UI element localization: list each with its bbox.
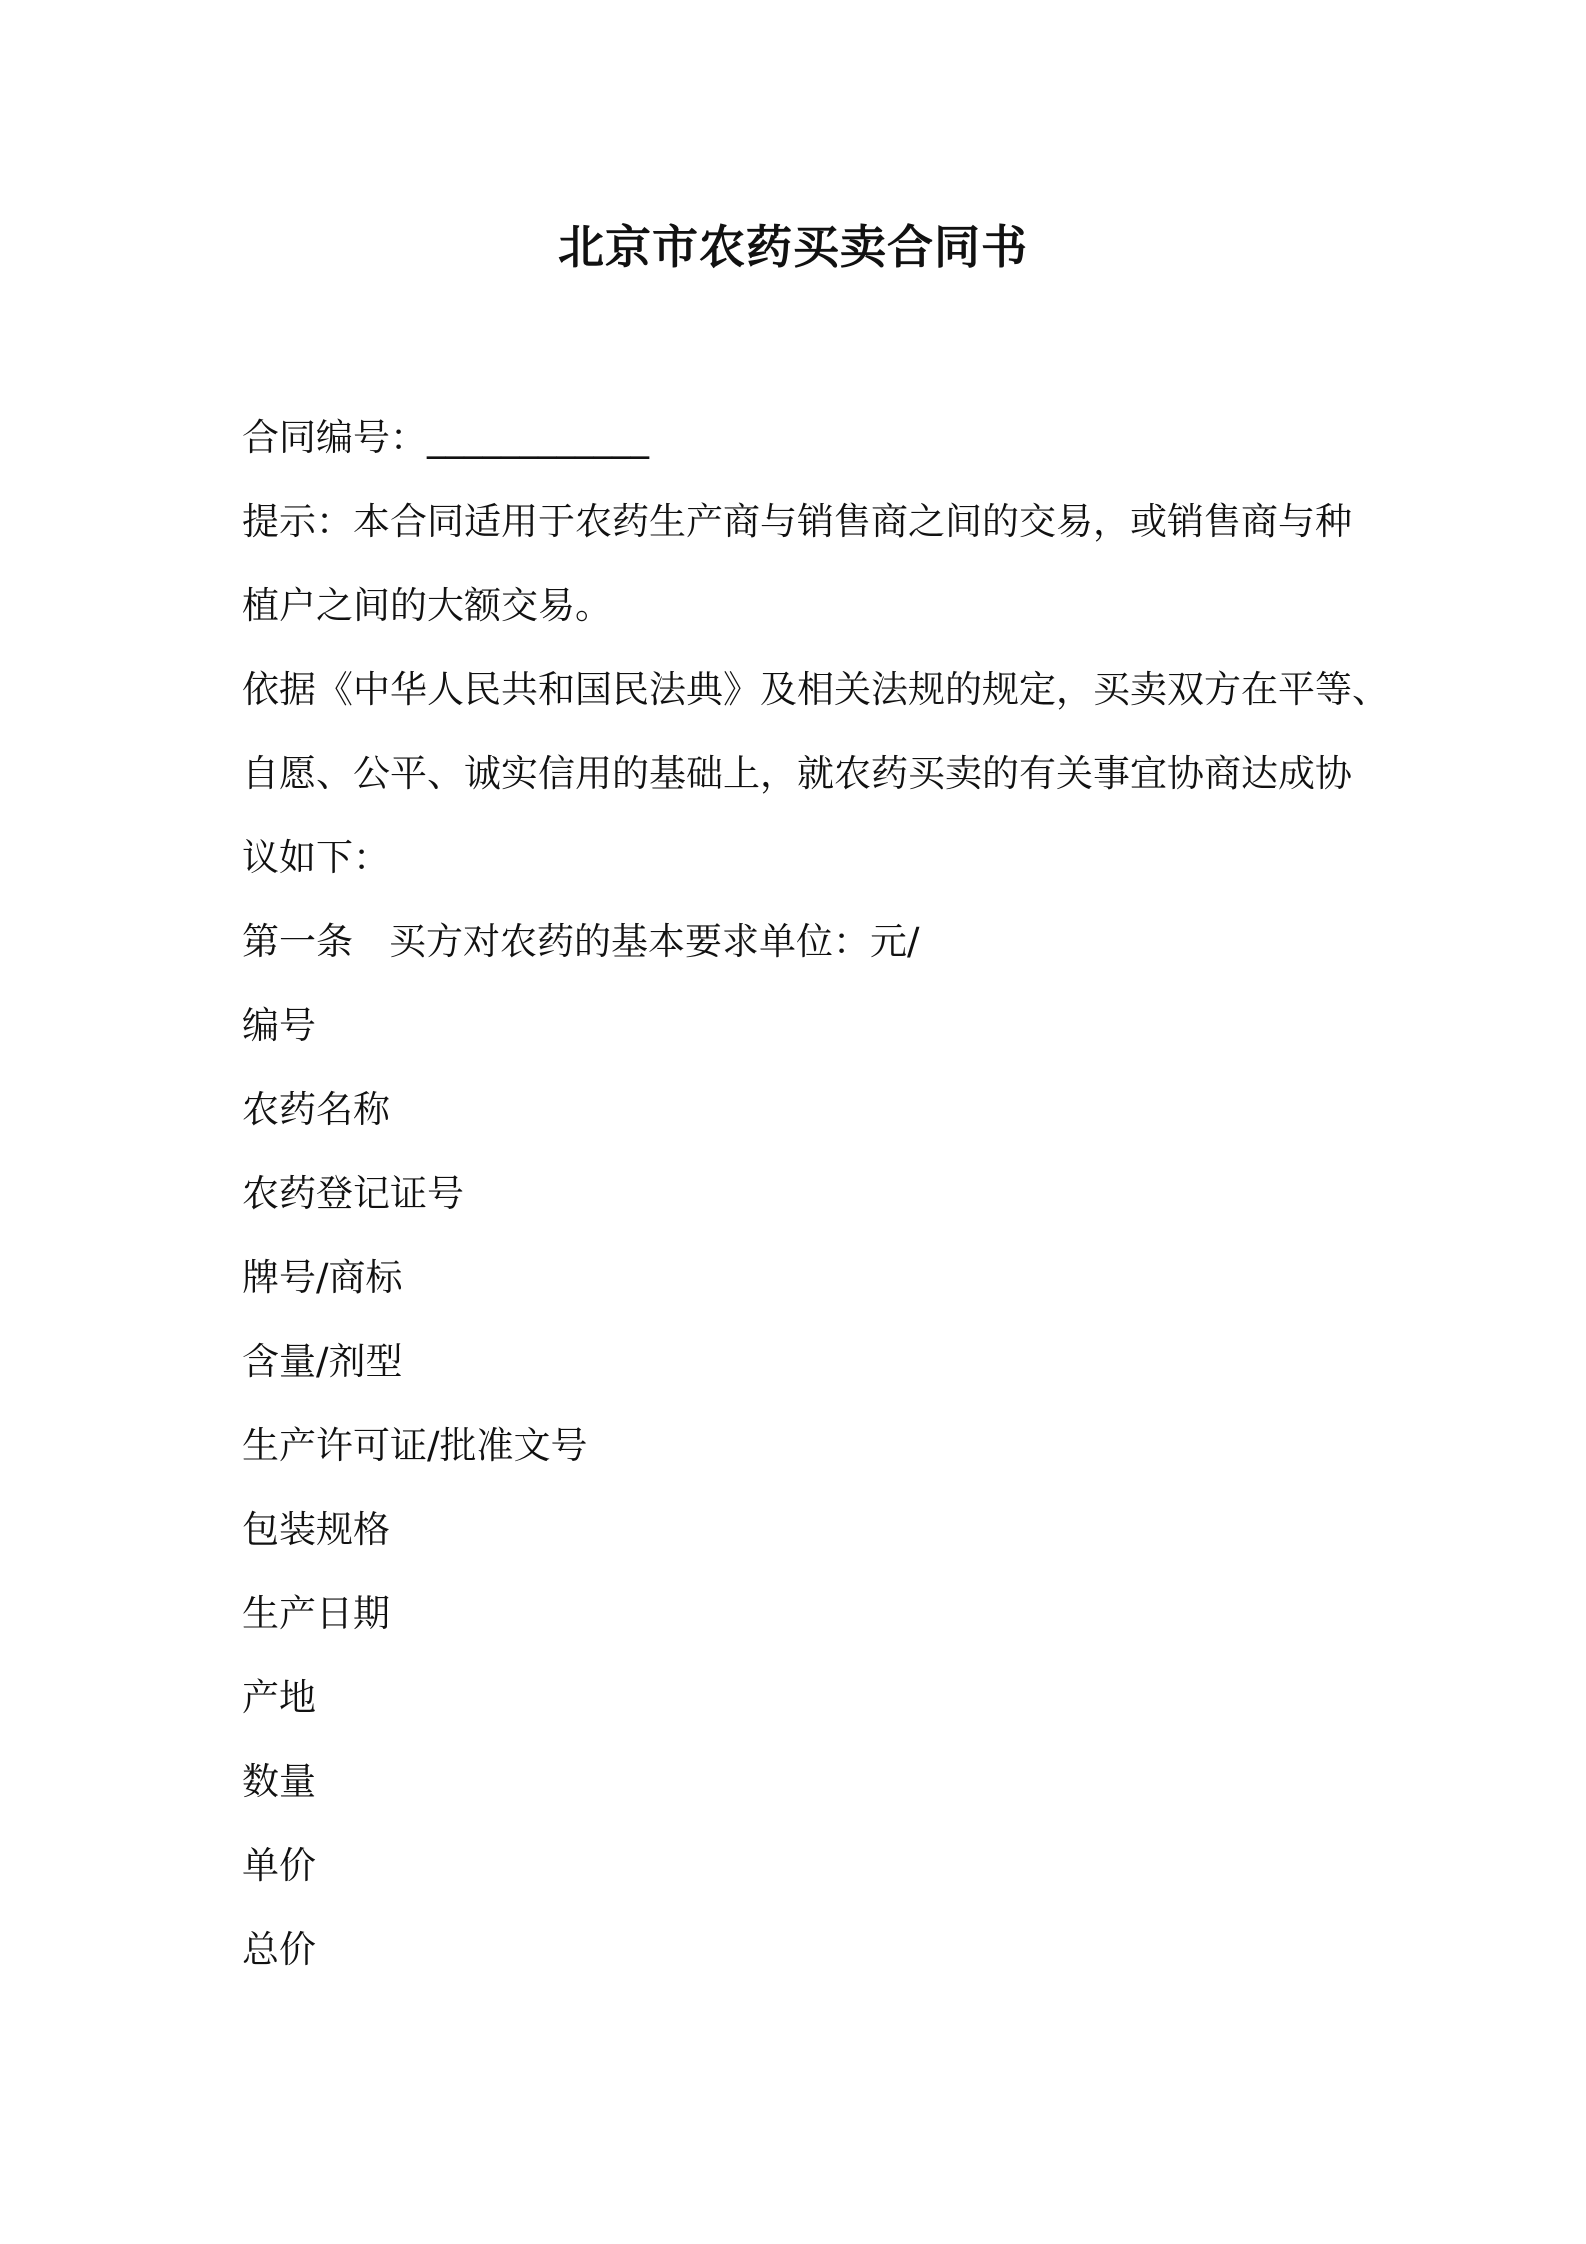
field-item: 生产许可证/批准文号 [242, 1424, 588, 1467]
field-item: 含量/剂型 [242, 1340, 403, 1383]
field-item: 单价 [242, 1844, 316, 1887]
field-item: 牌号/商标 [242, 1256, 403, 1299]
notice-line-2: 植户之间的大额交易。 [242, 584, 612, 627]
field-item: 农药登记证号 [242, 1172, 464, 1215]
field-item: 编号 [242, 1004, 316, 1047]
contract-number-label: 合同编号： [242, 416, 427, 459]
basis-line-1: 依据《中华人民共和国民法典》及相关法规的规定，买卖双方在平等、 [242, 668, 1389, 711]
field-item: 生产日期 [242, 1592, 390, 1635]
field-item: 包装规格 [242, 1508, 390, 1551]
contract-number-line [242, 408, 1362, 468]
article-1-line [242, 912, 1362, 972]
document-title: 北京市农药买卖合同书 [558, 220, 1028, 274]
article-1-text: 买方对农药的基本要求单位：元/ [389, 920, 920, 963]
field-item: 总价 [242, 1928, 316, 1971]
article-1-label: 第一条 [242, 920, 353, 963]
basis-line-2: 自愿、公平、诚实信用的基础上，就农药买卖的有关事宜协商达成协 [242, 752, 1352, 795]
basis-line-3: 议如下： [242, 836, 390, 879]
contract-number-blank: ____________ [427, 416, 649, 459]
notice-line-1: 提示：本合同适用于农药生产商与销售商之间的交易，或销售商与种 [242, 500, 1352, 543]
field-item: 产地 [242, 1676, 316, 1719]
field-item: 农药名称 [242, 1088, 390, 1131]
field-item: 数量 [242, 1760, 316, 1803]
